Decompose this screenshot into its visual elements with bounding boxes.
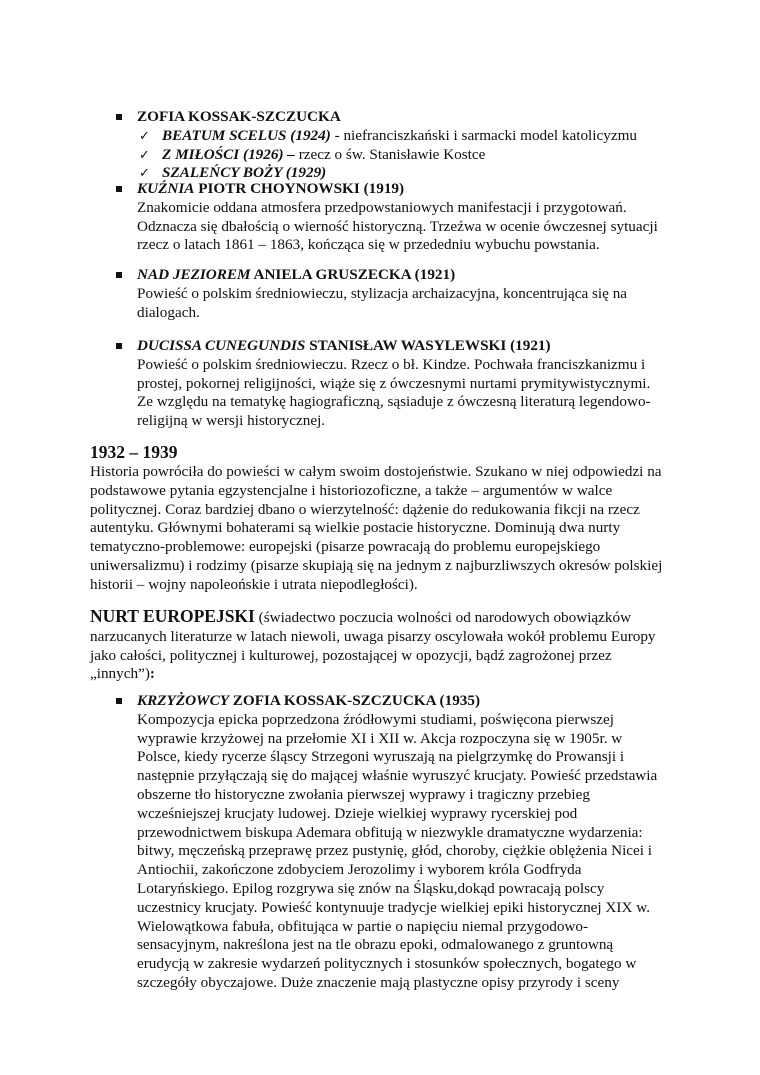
text-line: uniwersalizmu) i rodzimy (pisarze skupiają się na jednym z najburzliwszych okresów polskiej [90, 556, 663, 574]
text-line: erudycją w zakresie wydarzeń politycznych i stosunków społecznych, bogatego w [137, 955, 637, 973]
entry-ducissa [116, 337, 676, 431]
entry-kuznia [116, 180, 676, 255]
checkmark-icon: ✓ [139, 146, 150, 162]
square-bullet-icon [116, 343, 122, 349]
work-desc: rzecz o św. Stanisławie Kostce [294, 145, 486, 163]
text-line: Polsce, kiedy rycerze śląscy Strzegoni wyruszają na pielgrzymkę do Prowansji i [137, 748, 625, 766]
text-line: jako całości, politycznej i kulturowej, pozostającej w opozycji, bądź zagrożonej przez [90, 646, 612, 664]
text-line [90, 665, 676, 684]
text-line: autentyku. Głównymi bohaterami są wielkie postacie historyczne. Dominują dwa nurty [90, 519, 621, 537]
text-line: narzucanych literaturze w latach niewoli, uwaga pisarzy oscylowała wokół problemu Europy [90, 627, 656, 645]
entry-zofia-kossak [116, 108, 676, 183]
text-line: historii – wojny napoleońskie i utrata niepodległości). [90, 575, 418, 593]
entry-nad-jeziorem [116, 266, 676, 322]
text-line [90, 607, 676, 628]
text-line: religijną w wersji historycznej. [137, 412, 326, 430]
entry-body [116, 356, 676, 431]
section-title: 1932 – 1939 [90, 442, 178, 462]
entry-heading [116, 266, 676, 285]
text-line: Wielowątkowa fabuła, obfitująca w partie o napięciu niemal przygodowo- [137, 917, 589, 935]
text-line: Ze względu na tematykę hagiograficzną, sąsiaduje z ówczesną literaturą legendowo- [137, 393, 651, 411]
work-title: KRZYŻOWCY [137, 692, 229, 709]
text-line: następnie przyłączają się do mającej właśnie wyruszyć krucjaty. Powieść przedstawia [137, 767, 658, 785]
work-title: NAD JEZIOREM [137, 266, 251, 283]
text-fragment: „innych”) [90, 665, 150, 683]
text-line: Powieść o polskim średniowieczu. Rzecz o bł. Kindze. Pochwała franciszkanizmu i [137, 355, 646, 373]
text-line: Powieść o polskim średniowieczu, stylizacja archaizacyjna, koncentrująca się na [137, 284, 628, 302]
text-line: podstawowe pytania egzystencjalne i historiozoficzne, a także – argumentów w walce [90, 481, 613, 499]
text-line: rzecz o latach 1861 – 1863, kończąca się w przededniu wybuchu powstania. [137, 236, 600, 254]
text-line: obszerne tło historyczne zwołania pierwszej wyprawy i tragiczny przebieg [137, 785, 590, 803]
work-item [116, 127, 676, 146]
author-name: ZOFIA KOSSAK-SZCZUCKA [137, 108, 341, 125]
text-line: prostej, pokornej religijności, wiąże się z ówczesnymi nurtami prymitywistycznymi. [137, 374, 651, 392]
colon: : [149, 665, 155, 683]
text-line: Historia powróciła do powieści w całym swoim dostojeństwie. Szukano w niej odpowiedzi na [90, 463, 662, 480]
section-period [90, 441, 676, 595]
work-title: SZALEŃCY BOŻY (1929) [162, 164, 327, 182]
work-title: Z MIŁOŚCI (1926) – [162, 145, 295, 163]
entry-heading [116, 180, 676, 199]
square-bullet-icon [116, 114, 122, 120]
text-line: sensacyjnym, nakreślona jest na tle obrazu epoki, odmalowanego z gruntowną [137, 936, 614, 954]
square-bullet-icon [116, 698, 122, 704]
author-name: ZOFIA KOSSAK-SZCZUCKA (1935) [228, 692, 481, 709]
entry-heading [116, 337, 676, 356]
entry-heading [116, 692, 676, 711]
text-line: wyprawie krzyżowej na przełomie XI i XII w. Akcja rozpoczyna się w 1905r. w [137, 729, 623, 747]
text-line: wcześniejszej krucjaty ludowej. Dzieje wielkiej wyprawy rycerskiej pod [137, 804, 578, 822]
entry-body [116, 285, 676, 323]
text-line: przewodnictwem biskupa Ademara obfitują w niezwykle dramatyczne wydarzenia: [137, 823, 643, 841]
entry-heading [116, 108, 676, 127]
text-line: szczegóły obyczajowe. Duże znaczenie mają plastyczne opisy przyrody i sceny [137, 973, 620, 991]
text-line: Znakomicie oddana atmosfera przedpowstaniowych manifestacji i przygotowań. [137, 198, 627, 216]
entry-krzyzowcy [116, 692, 676, 993]
text-line: dialogach. [137, 303, 200, 321]
checkmark-icon: ✓ [139, 127, 150, 143]
work-item [116, 146, 676, 165]
section-nurt-europejski [90, 607, 676, 684]
author-name: PIOTR CHOYNOWSKI (1919) [194, 180, 405, 197]
work-desc: - niefranciszkański i sarmacki model katolicyzmu [330, 126, 637, 144]
text-line: uczestnicy krucjaty. Powieść kontynuuje tradycje wielkiej epiki historycznej XIX w. [137, 898, 650, 916]
entry-body [116, 199, 676, 255]
work-title: BEATUM SCELUS (1924) [162, 126, 331, 144]
square-bullet-icon [116, 186, 122, 192]
text-line: Kompozycja epicka poprzedzona źródłowymi studiami, poświęcona pierwszej [137, 710, 614, 728]
text-line: Lotaryńskiego. Epilog rozgrywa się znów na Śląsku,dokąd powracają polscy [137, 879, 605, 897]
text-line: tematyczno-problemowe: europejski (pisarze powracają do problemu europejskiego [90, 538, 601, 556]
text-line: Odznacza się dbałością o wierność historyczną. Trzeźwa w ocenie ówczesnej sytuacji [137, 217, 658, 235]
text-line: bitwy, męczeńską przeprawę przez pustynię, głód, choroby, ciężkie oblężenia Nicei i [137, 842, 653, 860]
work-title: DUCISSA CUNEGUNDIS [137, 337, 306, 354]
author-name: STANISŁAW WASYLEWSKI (1921) [305, 337, 551, 354]
checkmark-icon: ✓ [139, 165, 150, 181]
entry-body [116, 711, 676, 993]
text-line: politycznej. Coraz bardziej dbano o wierzytelność: dążenie do redukowania fikcji na rzecz [90, 500, 640, 518]
author-name: ANIELA GRUSZECKA (1921) [250, 266, 456, 283]
section-intro: (świadectwo poczucia wolności od narodowych obowiązków [254, 609, 632, 626]
text-line: Antiochii, zakończone zdobyciem Jerozolimy i wyborem króla Godfryda [137, 861, 582, 879]
square-bullet-icon [116, 272, 122, 278]
section-title: NURT EUROPEJSKI [90, 606, 255, 626]
work-title: KUŹNIA [137, 180, 195, 197]
